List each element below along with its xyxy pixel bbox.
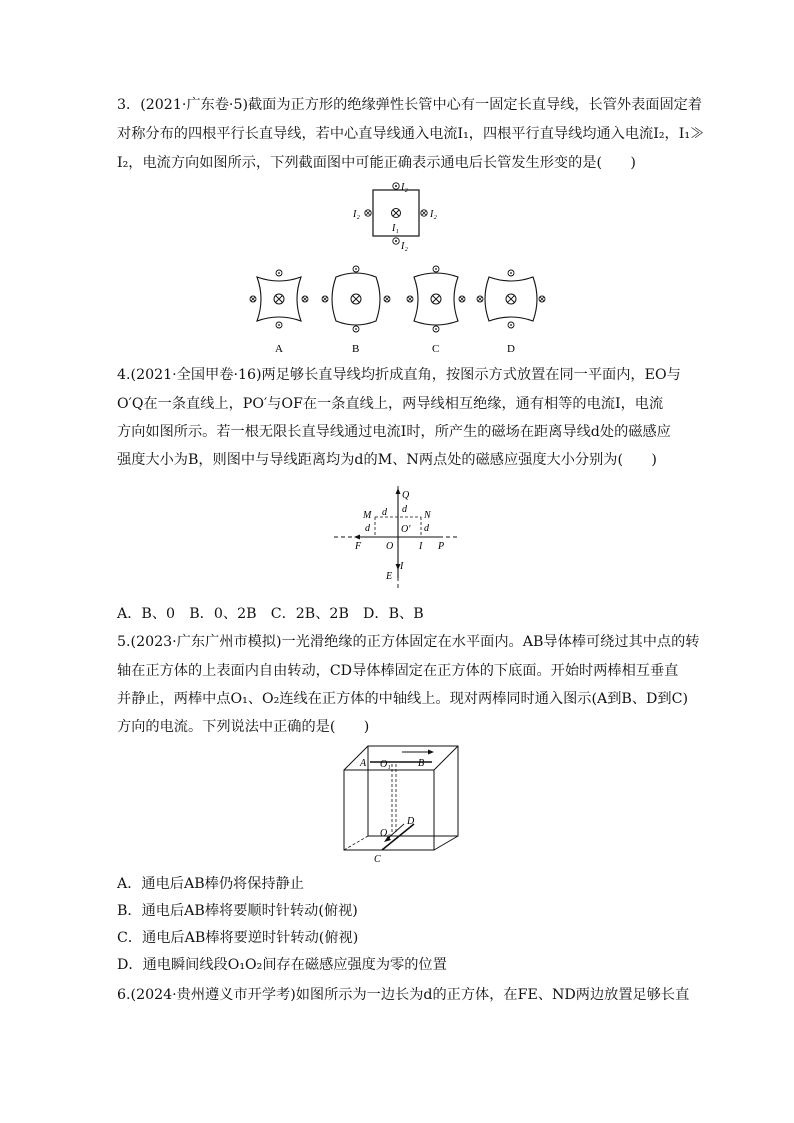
- q4-label-d-mid: d: [365, 523, 370, 534]
- q3-line-3: I₂，电流方向如图所示，下列截面图中可能正确表示通电后长管发生形变的是( ): [117, 155, 636, 171]
- q5-line-2: 轴在正方体的上表面内自由转动，CD导体棒固定在正方体的下底面。开始时两棒相互垂直: [117, 663, 679, 679]
- q3-label-bottom: I₂: [401, 241, 408, 252]
- q3-line-1: 3．(2021·广东卷·5)截面为正方形的绝缘弹性长管中心有一固定长直导线，长管外表面固定着: [117, 97, 703, 113]
- q3-option-a-label: A: [275, 343, 283, 355]
- q5-label-b: B: [418, 758, 425, 769]
- q5-label-d: D: [407, 816, 415, 827]
- q4-line-2: O′Q在一条直线上，PO′与OF在一条直线上，两导线相互绝缘，通有相等的电流I，电流: [117, 396, 664, 412]
- q5-option-c: C．通电后AB棒将要逆时针转动(俯视): [117, 930, 359, 946]
- q5-cube-figure: [338, 744, 462, 864]
- q5-label-o2: O₂: [380, 828, 391, 839]
- q3-main-figure: [340, 178, 460, 256]
- q4-label-oprime: O′: [401, 524, 411, 535]
- q4-line-1: 4.(2021·全国甲卷·16)两足够长直导线均折成直角，按图示方式放置在同一平面内，EO与: [117, 367, 681, 383]
- q4-label-p: P: [438, 541, 445, 552]
- q4-label-o: O: [386, 541, 394, 552]
- q3-label-top: I₂: [401, 182, 408, 193]
- q4-label-q: Q: [402, 490, 410, 501]
- q5-label-o1: O₁: [380, 759, 391, 770]
- q4-label-i-down: I: [400, 561, 404, 572]
- q3-option-b-label: B: [352, 343, 360, 355]
- q4-line-3: 方向如图所示。若一根无限长直导线通过电流I时，所产生的磁场在距离导线d处的磁感应: [117, 424, 671, 440]
- q5-line-3: 并静止，两棒中点O₁、O₂连线在正方体的中轴线上。现对两棒同时通入图示(A到B、D到C): [117, 691, 688, 707]
- q5-label-c: C: [374, 854, 381, 864]
- q4-label-i-right: I: [419, 541, 423, 552]
- q4-label-f: F: [355, 541, 362, 552]
- q6-line-1: 6.(2024·贵州遵义市开学考)如图所示为一边长为d的正方体，在FE、ND两边放置足够长直: [117, 987, 690, 1003]
- q4-line-4: 强度大小为B，则图中与导线距离均为d的M、N两点处的磁感应强度大小分别为( ): [117, 452, 657, 468]
- q3-option-d-label: D: [507, 343, 515, 355]
- q4-label-d-right: d: [424, 523, 429, 534]
- q3-option-figures: [245, 264, 555, 356]
- q5-option-a: A．通电后AB棒仍将保持静止: [117, 876, 304, 892]
- q5-option-d: D．通电瞬间线段O₁O₂间存在磁感应强度为零的位置: [117, 957, 447, 973]
- q4-label-e: E: [386, 571, 393, 582]
- q4-label-n: N: [424, 510, 431, 521]
- q5-line-4: 方向的电流。下列说法中正确的是( ): [117, 719, 370, 735]
- q4-options: A．B、0 B．0、2B C．2B、2B D．B、B: [117, 606, 424, 622]
- q3-label-right: I₂: [430, 209, 437, 220]
- q4-figure: [330, 478, 460, 590]
- q4-label-d-left: d: [382, 507, 387, 518]
- q4-label-m: M: [363, 510, 372, 521]
- q5-label-a: A: [360, 758, 367, 769]
- q3-label-center: I₁: [392, 223, 399, 234]
- q3-option-c-label: C: [432, 343, 440, 355]
- q4-label-d-top: d: [402, 504, 407, 515]
- q3-label-left: I₂: [353, 209, 360, 220]
- q5-line-1: 5.(2023·广东广州市模拟)一光滑绝缘的正方体固定在水平面内。AB导体棒可绕过其中点的转: [117, 634, 700, 650]
- q3-line-2: 对称分布的四根平行长直导线，若中心直导线通入电流I₁，四根平行直导线均通入电流I₂，I₁≫: [117, 126, 705, 142]
- q5-option-b: B．通电后AB棒将要顺时针转动(俯视): [117, 903, 358, 919]
